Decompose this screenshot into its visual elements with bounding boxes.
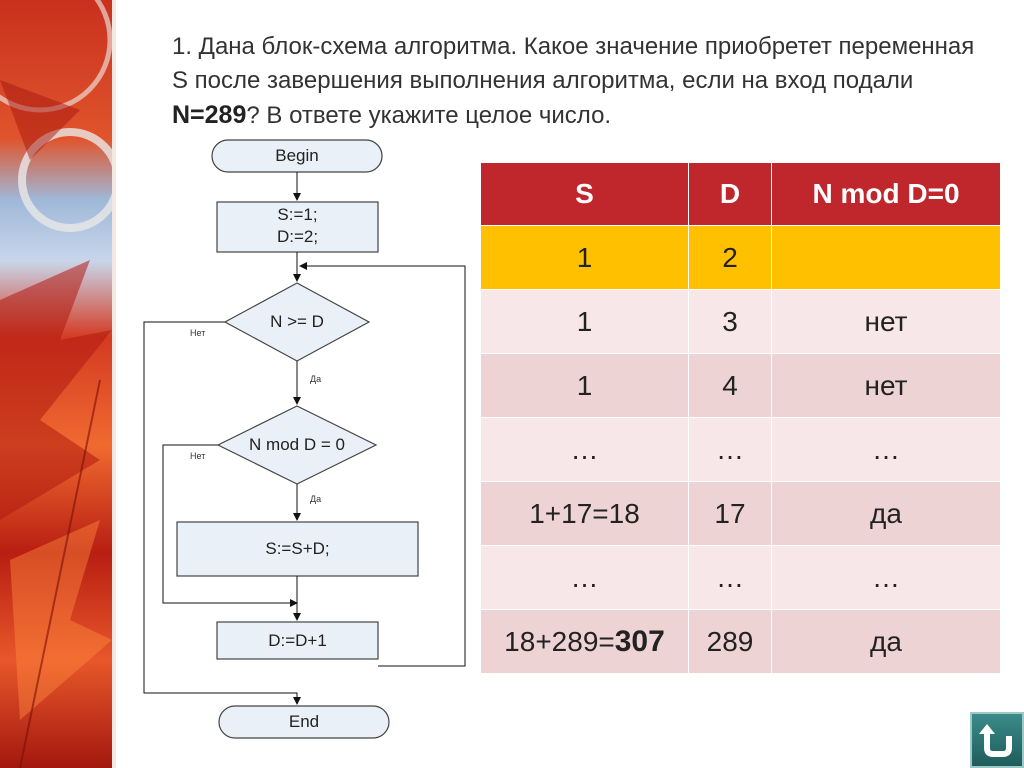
cond1-yes-label: Да (310, 374, 322, 384)
cond2-yes-label: Да (310, 494, 322, 504)
cond2-label: N mod D = 0 (249, 435, 345, 454)
question-tail: ? В ответе укажите целое число. (246, 102, 612, 129)
cell-d: … (689, 418, 772, 482)
cell-d: 289 (689, 610, 772, 674)
cell-d: 2 (689, 226, 772, 290)
table-row (481, 482, 1001, 546)
cell-mod (772, 226, 1001, 290)
return-button[interactable] (970, 712, 1024, 768)
decorative-leaves-image (0, 0, 112, 768)
cell-s: 1+17=18 (481, 482, 689, 546)
begin-label: Begin (275, 146, 319, 165)
question-text (172, 30, 992, 133)
init-line1: S:=1; (277, 205, 318, 224)
cell-mod: нет (772, 354, 1001, 418)
cell-mod: да (772, 482, 1001, 546)
cell-s: … (481, 546, 689, 610)
question-highlight: N=289 (172, 101, 247, 129)
cell-s: 1 (481, 354, 689, 418)
table-row (481, 290, 1001, 354)
end-label: End (288, 712, 320, 731)
table-row (481, 546, 1001, 610)
header-d: D (689, 163, 772, 226)
cell-mod: нет (772, 290, 1001, 354)
header-mod: N mod D=0 (772, 163, 1001, 226)
assign-s-label: S:=S+D; (265, 539, 330, 558)
assign-d-label: D:=D+1 (268, 630, 327, 650)
header-s: S (481, 163, 689, 226)
cond1-label: N >= D (270, 312, 324, 331)
cell-mod: … (772, 546, 1001, 610)
init-line2: D:=2; (276, 227, 319, 246)
table-row (481, 418, 1001, 482)
cell-s (481, 610, 689, 674)
table-row (481, 226, 1001, 290)
table-header-row (481, 163, 1001, 226)
leaves-art (0, 0, 112, 768)
trace-table (480, 162, 1001, 674)
cell-d: 4 (689, 354, 772, 418)
cell-mod: … (772, 418, 1001, 482)
cell-mod: да (772, 610, 1001, 674)
cell-s: 1 (481, 226, 689, 290)
cell-s: … (481, 418, 689, 482)
cell-s-result: 307 (614, 624, 665, 658)
cell-d: 17 (689, 482, 772, 546)
cell-d: 3 (689, 290, 772, 354)
table-row (481, 610, 1001, 674)
cell-s: 1 (481, 290, 689, 354)
cell-s-prefix: 18+289= (504, 625, 615, 657)
return-arrow-icon (977, 720, 1017, 760)
strip-divider (112, 0, 116, 768)
question-main: 1. Дана блок-схема алгоритма. Какое значение приобретет переменная S после завершения выполнения алгоритма, если на вход подали (172, 33, 975, 94)
table-row (481, 354, 1001, 418)
cell-d: … (689, 546, 772, 610)
cond1-no-label: Нет (190, 328, 206, 338)
cond2-no-label: Нет (190, 451, 206, 461)
flowchart (140, 136, 480, 746)
